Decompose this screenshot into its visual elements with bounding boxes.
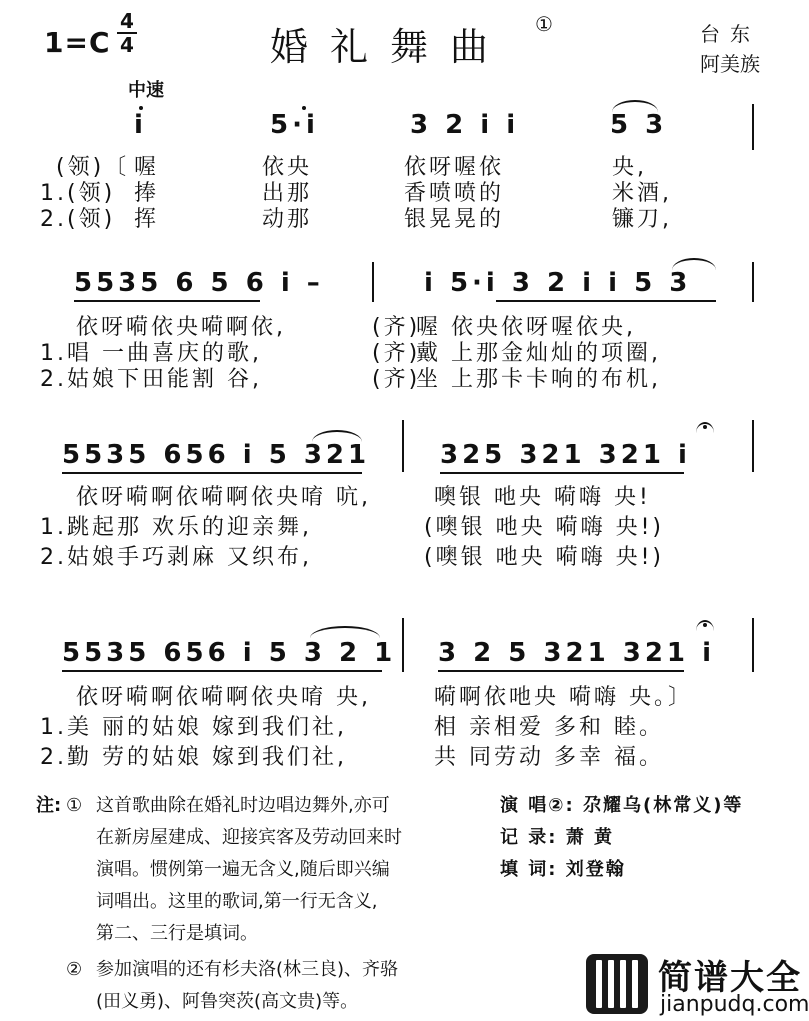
note-1-line-3: 演唱。惯例第一遍无含义,随后即兴编 [96, 859, 390, 880]
watermark-name: 简谱大全 [658, 958, 802, 998]
s2-lyric-2-left: 2.姑娘下田能割 谷, [40, 367, 262, 392]
s4-notes-left: 5535 656 i 5 3 2 1 [62, 638, 397, 668]
s1-lyric-0-a: 喔 [134, 155, 160, 180]
s4-lyric-0-right: 嗬啊依吔央 嗬嗨 央。〕 [434, 685, 693, 710]
s4-lyric-2-left: 2.勤 劳的姑娘 嫁到我们社, [40, 745, 347, 770]
note-2-mark: ② [66, 959, 83, 980]
s1-lyric-0-d: 央, [612, 155, 647, 180]
notes-label: 注: [36, 795, 62, 816]
s1-lyric-1-a: 捧 [134, 181, 160, 206]
s2-lyric-2-right: 坐 上那卡卡响的布机, [416, 367, 661, 392]
source-ethnicity: 阿美族 [700, 52, 760, 76]
s3-notes-right: 325 321 321 i [440, 440, 691, 470]
time-signature-bottom: 4 [120, 33, 134, 57]
s2-notes-right: i 5·i 3 2 i i 5 3 [424, 268, 692, 298]
note-1-line-1: 这首歌曲除在婚礼时边唱边舞外,亦可 [96, 795, 390, 816]
s2-lyric-0-left: 依呀嗬依央嗬啊依, [76, 315, 286, 340]
s2-lyric-1-left: 1.唱 一曲喜庆的歌, [40, 341, 262, 366]
s2-lyric-1-right: 戴 上那金灿灿的项圈, [416, 341, 661, 366]
s1-lyric-0-c: 依呀喔依 [404, 155, 505, 180]
s1-lyric-1-d: 米酒, [612, 181, 672, 206]
s1-lyric-label-0: (领)〔 [56, 155, 130, 180]
s4-lyric-0-left: 依呀嗬啊依嗬啊依央唷 央, [76, 685, 371, 710]
s4-lyric-1-left: 1.美 丽的姑娘 嫁到我们社, [40, 715, 347, 740]
s2-lyric-0-label: (齐) [372, 315, 421, 340]
s1-note-3: 3 2 i i [410, 110, 520, 140]
note-2-line-2: (田义勇)、阿鲁突茨(高文贵)等。 [96, 991, 359, 1012]
credit-singer: 演 唱②: 尕耀乌(林常义)等 [500, 795, 744, 816]
note-1-mark: ① [66, 795, 83, 816]
s2-lyric-1-label: (齐) [372, 341, 421, 366]
note-2-line-1: 参加演唱的还有杉夫洛(林三良)、齐骆 [96, 959, 399, 980]
s4-lyric-1-right: 相 亲相爱 多和 睦。 [434, 715, 664, 740]
key-signature: 1=C [44, 26, 111, 59]
s3-lyric-1-right: (噢银 吔央 嗬嗨 央!) [424, 515, 664, 540]
s1-lyric-2-c: 银晃晃的 [404, 207, 505, 232]
s1-note-4: 5 3 [610, 110, 668, 140]
watermark-url: jianpudq.com [660, 992, 809, 1017]
s1-lyric-2-d: 镰刀, [612, 207, 672, 232]
s1-lyric-0-b: 依央 [262, 155, 313, 180]
s2-lyric-0-right: 喔 依央依呀喔依央, [416, 315, 636, 340]
tempo-marking: 中速 [128, 80, 164, 101]
s1-lyric-label-1: 1.(领) [40, 181, 116, 206]
s2-notes-left: 5535 6 5 6 i – [74, 268, 324, 298]
credit-lyricist: 填 词: 刘登翰 [500, 859, 626, 880]
piano-logo-icon [586, 954, 648, 1014]
s3-lyric-0-left: 依呀嗬啊依嗬啊依央唷 吭, [76, 485, 371, 510]
s3-lyric-2-right: (噢银 吔央 嗬嗨 央!) [424, 545, 664, 570]
s3-lyric-2-left: 2.姑娘手巧剥麻 又织布, [40, 545, 312, 570]
s1-lyric-label-2: 2.(领) [40, 207, 116, 232]
s1-lyric-1-c: 香喷喷的 [404, 181, 505, 206]
s1-note-2: 5·i [270, 110, 319, 140]
credit-recorder: 记 录: 萧 黄 [500, 827, 614, 848]
s4-notes-right: 3 2 5 321 321 i [438, 638, 715, 668]
song-title: 婚礼舞曲 [270, 25, 511, 69]
s3-lyric-0-right: 噢银 吔央 嗬嗨 央! [434, 485, 651, 510]
title-footnote-mark: ① [535, 12, 553, 36]
s2-lyric-2-label: (齐) [372, 367, 421, 392]
s3-lyric-1-left: 1.跳起那 欢乐的迎亲舞, [40, 515, 312, 540]
s1-lyric-2-b: 动那 [262, 207, 313, 232]
source-region: 台东 [700, 22, 760, 46]
note-1-line-5: 第二、三行是填词。 [96, 923, 258, 944]
s4-lyric-2-right: 共 同劳动 多幸 福。 [434, 745, 664, 770]
note-1-line-2: 在新房屋建成、迎接宾客及劳动回来时 [96, 827, 402, 848]
s1-lyric-1-b: 出那 [262, 181, 313, 206]
s1-lyric-2-a: 挥 [134, 207, 160, 232]
note-1-line-4: 词唱出。这里的歌词,第一行无含义, [96, 891, 378, 912]
time-signature [116, 10, 138, 56]
time-signature-top: 4 [120, 9, 134, 33]
s3-notes-left: 5535 656 i 5 321 [62, 440, 371, 470]
s1-note-1: i [134, 110, 147, 140]
